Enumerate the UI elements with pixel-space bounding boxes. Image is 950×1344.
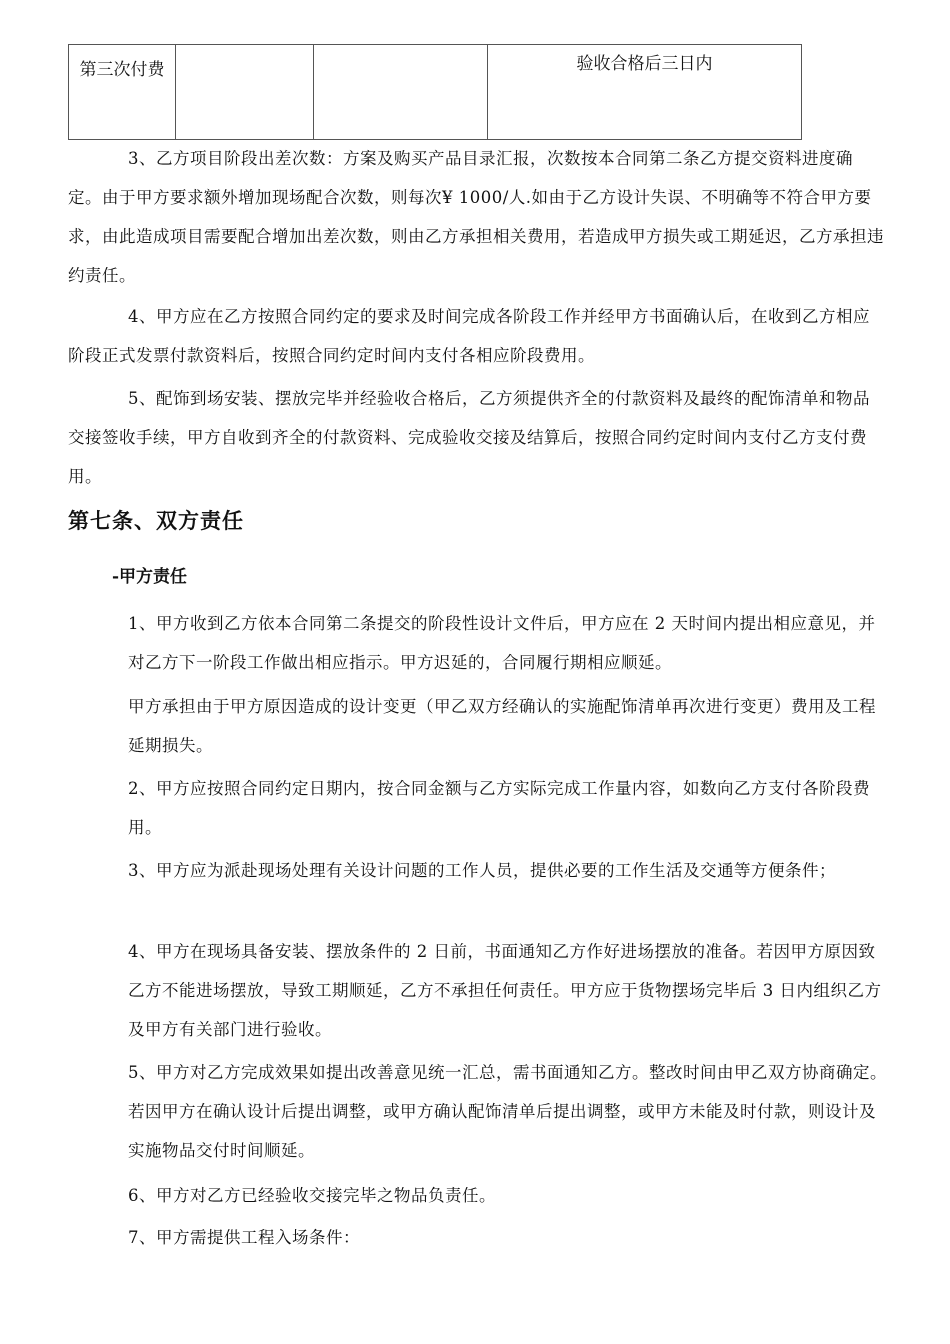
duty-7: 7、甲方需提供工程入场条件： xyxy=(128,1228,360,1247)
section-title: 第七条、双方责任 xyxy=(68,508,244,533)
payment-schedule-table xyxy=(68,44,802,140)
clause-5-installation: 5、配饰到场安装、摆放完毕并经验收合格后，乙方须提供齐全的付款资料及最终的配饰清单和物品交接签收手续，甲方自收到齐全的付款资料、完成验收交接及结算后，按照合同约定时间内支付乙方支付费用。 xyxy=(68,389,870,486)
clause-4-payment: 4、甲方应在乙方按照合同约定的要求及时间完成各阶段工作并经甲方书面确认后，在收到乙方相应阶段正式发票付款资料后，按照合同约定时间内支付各相应阶段费用。 xyxy=(68,307,870,365)
payment-stage-cell: 第三次付费 xyxy=(69,45,176,140)
duty-4: 4、甲方在现场具备安装、摆放条件的 2 日前，书面通知乙方作好进场摆放的准备。若因甲方原因致乙方不能进场摆放，导致工期顺延，乙方不承担任何责任。甲方应于货物摆场完毕后 3 日内组织乙方及甲方有关部门进行验收。 xyxy=(128,942,882,1039)
empty-cell xyxy=(314,45,488,140)
empty-cell xyxy=(176,45,314,140)
duty-2: 2、甲方应按照合同约定日期内，按合同金额与乙方实际完成工作量内容，如数向乙方支付各阶段费用。 xyxy=(128,779,870,837)
duty-6: 6、甲方对乙方已经验收交接完毕之物品负责任。 xyxy=(128,1186,496,1205)
duty-3: 3、甲方应为派赴现场处理有关设计问题的工作人员，提供必要的工作生活及交通等方便条件； xyxy=(128,861,836,880)
duty-1: 1、甲方收到乙方依本合同第二条提交的阶段性设计文件后，甲方应在 2 天时间内提出相应意见，并对乙方下一阶段工作做出相应指示。甲方迟延的，合同履行期相应顺延。 xyxy=(128,614,876,672)
payment-timing-cell: 验收合格后三日内 xyxy=(488,45,802,140)
table-row xyxy=(69,45,802,140)
clause-3-travel: 3、乙方项目阶段出差次数：方案及购买产品目录汇报，次数按本合同第二条乙方提交资料进度确定。由于甲方要求额外增加现场配合次数，则每次¥ 1000/人.如由于乙方设计失误、不明确等不符合甲方要求，由此造成项目需要配合增加出差次数，则由乙方承担相关费用，若造成甲方损失或工期延迟，乙方承担违约责任。 xyxy=(68,149,884,285)
duty-5: 5、甲方对乙方完成效果如提出改善意见统一汇总，需书面通知乙方。整改时间由甲乙双方协商确定。若因甲方在确认设计后提出调整，或甲方确认配饰清单后提出调整，或甲方未能及时付款，则设计及实施物品交付时间顺延。 xyxy=(128,1063,887,1160)
subsection-title: -甲方责任 xyxy=(112,567,188,587)
duty-1-note: 甲方承担由于甲方原因造成的设计变更（甲乙双方经确认的实施配饰清单再次进行变更）费用及工程延期损失。 xyxy=(128,697,876,755)
